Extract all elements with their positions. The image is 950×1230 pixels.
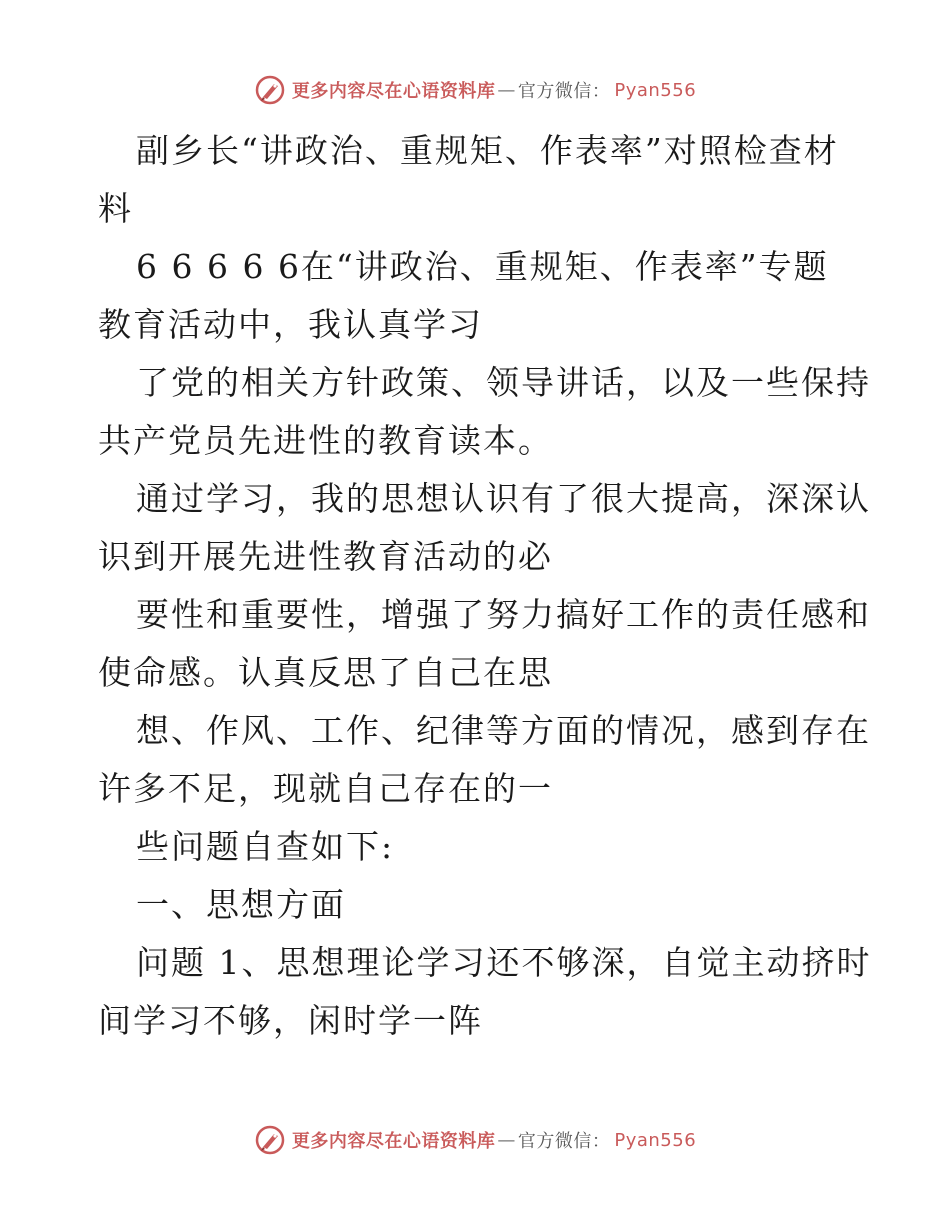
document-body (98, 122, 872, 1050)
header-banner (0, 70, 950, 110)
doc-line: 教育活动中，我认真学习 (98, 305, 483, 344)
doc-line: 要性和重要性，增强了努力搞好工作的责任感和 (136, 595, 871, 634)
pen-nib-logo-icon (254, 74, 286, 106)
doc-title-line-2: 料 (98, 189, 133, 228)
doc-line: 许多不足，现就自己存在的一 (98, 769, 553, 808)
doc-line: 问题 1、思想理论学习还不够深，自觉主动挤时 (136, 943, 872, 982)
banner-wechat-id: Pyan556 (614, 79, 697, 101)
doc-line: 想、作风、工作、纪律等方面的情况，感到存在 (136, 711, 871, 750)
doc-line: 通过学习，我的思想认识有了很大提高，深深认 (136, 479, 871, 518)
doc-line: 使命感。认真反思了自己在思 (98, 653, 553, 692)
doc-line: 些问题自查如下: (136, 827, 395, 866)
footer-banner (0, 1120, 950, 1160)
banner-wechat-id: Pyan556 (614, 1129, 697, 1151)
banner-wechat-label: 官方微信： (517, 1131, 611, 1152)
banner-main-text: 更多内容尽在心语资料库 (291, 81, 496, 102)
banner-main-text: 更多内容尽在心语资料库 (291, 1131, 496, 1152)
doc-line: 了党的相关方针政策、领导讲话，以及一些保持 (136, 363, 871, 402)
pen-nib-logo-icon (254, 1124, 286, 1156)
doc-line: 间学习不够，闲时学一阵 (98, 1001, 483, 1040)
doc-line: 共产党员先进性的教育读本。 (98, 421, 553, 460)
doc-line: 识到开展先进性教育活动的必 (98, 537, 553, 576)
doc-title-line-1: 副乡长“讲政治、重规矩、作表率”对照检查材 (136, 131, 839, 170)
banner-wechat-label: 官方微信： (517, 81, 611, 102)
section-heading: 一、思想方面 (136, 885, 346, 924)
banner-separator: — (497, 1129, 516, 1151)
doc-line: 6 6 6 6 6在“讲政治、重规矩、作表率”专题 (136, 247, 829, 286)
banner-separator: — (497, 79, 516, 101)
